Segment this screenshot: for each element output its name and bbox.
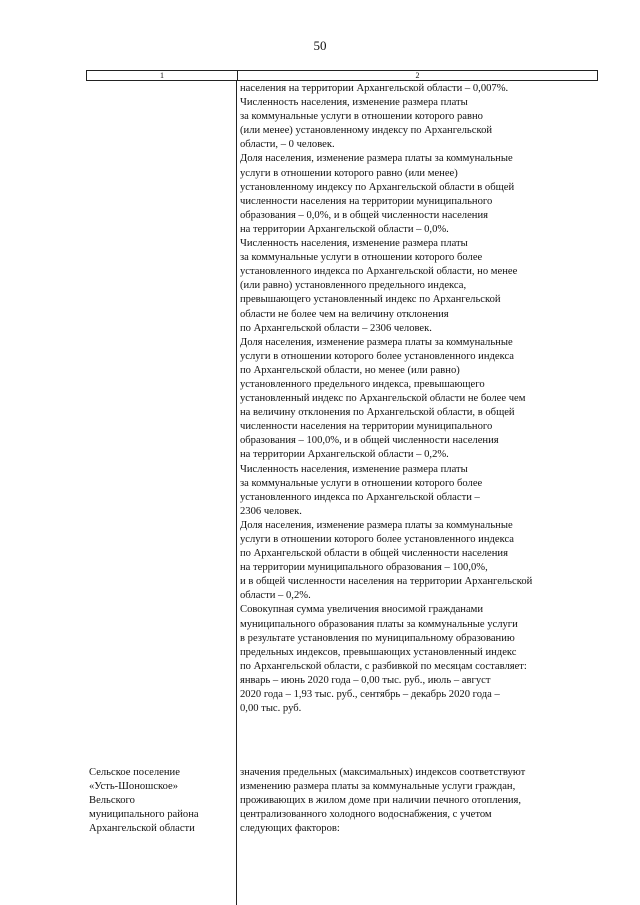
municipality-line: муниципального района [89,809,199,821]
text-line: превышающего установленный индекс по Архангельской [240,294,501,306]
text-line: по Архангельской области, с разбивкой по месяцам составляет: [240,660,527,672]
index-description-cell [240,766,525,836]
text-line: и в общей численности населения на территории Архангельской [240,576,533,588]
text-line: услуги в отношении которого более установленного индекса [240,534,515,545]
text-line: численности населения на территории муниципального [240,195,493,207]
text-line: изменению размера платы за коммунальные услуги граждан, [240,781,516,793]
text-line: 0,00 тыс. руб. [240,703,302,715]
text-line: области, – 0 человек. [240,139,335,151]
text-line: за коммунальные услуги в отношении которого равно [240,111,483,123]
text-line: предельных индексов, превышающих установленный индекс [240,646,517,658]
text-line: Доля населения, изменение размера платы за коммунальные [240,153,513,165]
text-line: установленного индекса по Архангельской области – [240,491,480,503]
text-line: установленного индекса по Архангельской области, но менее [240,266,518,278]
table-header-col-2: 2 [415,71,420,80]
main-text-block [240,82,532,716]
table-header-col-1: 1 [87,71,238,80]
text-line: проживающих в жилом доме при наличии печного отопления, [240,795,522,807]
text-line: (или менее) установленному индексу по Архангельской [240,125,493,137]
text-line: Численность населения, изменение размера платы [240,463,468,475]
text-line: за коммунальные услуги в отношении которого более [240,252,483,264]
text-line: образования – 100,0%, и в общей численности населения [240,435,499,447]
text-line: на территории Архангельской области – 0,2%. [240,449,449,461]
text-line: по Архангельской области в общей численности населения [240,548,508,560]
text-line: Доля населения, изменение размера платы за коммунальные [240,519,513,531]
text-line: области не более чем на величину отклонения [240,308,449,320]
municipality-line: Вельского [89,795,135,807]
text-line: услуги в отношении которого более установленного индекса [240,350,515,362]
text-line: образования – 0,0%, и в общей численности населения [240,209,489,221]
text-line: муниципального образования платы за коммунальные услуги [240,618,518,630]
text-line: 2020 года – 1,93 тыс. руб., сентябрь – декабрь 2020 года – [240,689,500,701]
text-line: области – 0,2%. [240,590,311,602]
page-number: 50 [313,38,327,53]
municipality-line: Сельское поселение [89,767,180,778]
table-header-row [86,70,598,81]
text-line: значения предельных (максимальных) индексов соответствуют [240,767,526,778]
text-line: январь – июнь 2020 года – 0,00 тыс. руб., июль – август [240,674,491,686]
text-line: Численность населения, изменение размера платы [240,238,468,250]
municipality-name-cell [89,766,199,836]
text-line: за коммунальные услуги в отношении которого более [240,477,483,489]
text-line: 2306 человек. [240,505,302,517]
text-line: Совокупная сумма увеличения вносимой гражданами [240,604,484,616]
text-line: Численность населения, изменение размера платы [240,97,468,109]
text-line: на величину отклонения по Архангельской области, в общей [240,407,515,419]
text-line: (или равно) установленного предельного индекса, [240,280,467,292]
text-line: централизованного холодного водоснабжения, с учетом [240,809,492,821]
text-line: установленный индекс по Архангельской области не более чем [240,393,526,405]
text-line: по Архангельской области – 2306 человек. [240,322,432,334]
text-line: услуги в отношении которого равно (или менее) [240,167,458,179]
text-line: на территории муниципального образования – 100,0%, [240,562,488,574]
text-line: населения на территории Архангельской области – 0,007%. [240,83,509,94]
text-line: на территории Архангельской области – 0,0%. [240,223,449,235]
text-line: установленного предельного индекса, превышающего [240,378,485,390]
municipality-line: Архангельской области [89,823,195,835]
text-line: установленному индексу по Архангельской области в общей [240,181,515,193]
text-line: по Архангельской области, но менее (или равно) [240,364,460,376]
text-line: следующих факторов: [240,823,340,835]
column-divider [236,81,237,905]
municipality-line: «Усть-Шоношское» [89,781,179,793]
text-line: в результате установления по муниципальному образованию [240,632,515,644]
text-line: численности населения на территории муниципального [240,421,493,433]
text-line: Доля населения, изменение размера платы за коммунальные [240,336,513,348]
